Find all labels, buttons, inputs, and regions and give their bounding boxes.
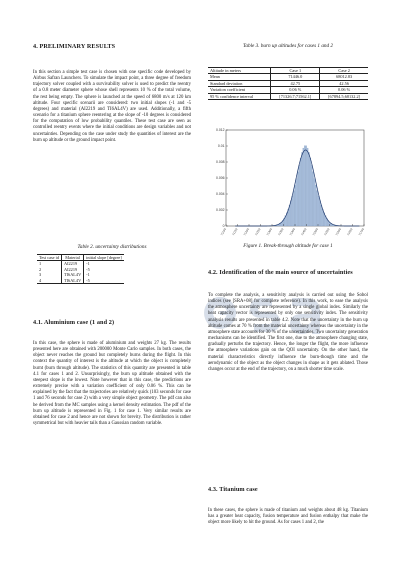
histogram-bar — [322, 209, 323, 226]
table-cell: 68012.83 — [320, 74, 368, 80]
aluminium-paragraph: In this case, the sphere is made of aluminium and weights 27 kg. The results presented here are obtained with 200000 Monte Carlo samples. In both cases, the object never reaches the ground but completely burns during the flight. In this context the quantity of interest is the altitude at which the object is completely burnt (burn through altitude). The statistics of this quantity are presented in table 4.1 for cases 1 and 2. Unsurprisingly, the burn up altitude obtained with the steepest slope is the lowest. Note however that in this case, the predictions are extremely precise with a variation coefficient of only 0.06 %. This can be explained by the fact that the trajectories are relatively quick (103 seconds for case 1 and 76 seconds for case 2) with a very simple object geometry. The pdf can also be derived from the MC samples using a kernel density estimation. The pdf of the burn up altitude is represented in Fig. 1 for case 1. Very similar results are obtained for case 2 and hence are not shown for brevity. The distribution is rather symmetrical but with heavier tails than a Gaussian random variable. — [33, 341, 191, 427]
table-cell: TI6AL4V — [61, 272, 83, 277]
table-cell: 0.06 % — [271, 87, 320, 93]
histogram-bar — [293, 191, 294, 226]
section-4-heading: 4. PRELIMINARY RESULTS — [33, 43, 116, 50]
section-4-1-heading: 4.1. Aluminium case (1 and 2) — [33, 319, 115, 326]
table-2-header: Test case id — [39, 255, 59, 260]
x-tick-label: 71600 — [334, 227, 342, 237]
table-cell: 0.06 % — [320, 87, 368, 93]
x-tick-label: 71450 — [300, 227, 308, 237]
histogram-bar — [295, 185, 296, 226]
table-cell: 95 % confidence interval — [210, 93, 254, 99]
histogram-bar — [300, 158, 301, 226]
section-4-2-heading: 4.2. Identification of the main source of uncertainties — [208, 269, 353, 276]
table-cell: -5 — [86, 266, 90, 272]
x-tick-label: 71100 — [219, 227, 227, 237]
sensitivity-paragraph: To complete the analysis, a sensitivity analysis is carried out using the Sobol indices (see [SRA+08] for complete reference). In this work, to ease the analysis the atmosphere uncertainty are represented by a single global index. Similarly the heat capacity vector is represented by only one sensitivity index. The sensitivity analysis results are presented in table 4.2. Note that the uncertainty in the burn up altitude comes at 70 % from the material uncertainty whereas the uncertainty in the atmosphere state accounts for 30 % of the uncertainties. Two uncertainty generation mechanisms can be identified. The first one, due to the atmosphere changing state, gradually perturbs the trajectory. Hence, the longer the flight, the more influence the atmosphere variations gain on the QOI uncertainty. On the other hand, the material characteristics directly influence the burn-though time and the aerodynamic of the object as the object changes in shape as it gets ablated. Those changes occur at the end of the trajectory, on a much shorter time scale. — [208, 293, 368, 372]
histogram-bar — [312, 172, 313, 226]
x-tick-label: 71550 — [323, 227, 331, 237]
y-tick-label: 0.002 — [216, 208, 225, 213]
x-tick-label: 71400 — [288, 227, 296, 237]
table-3-header: Altitude in meters — [210, 68, 242, 73]
table-2-header: Material — [61, 255, 83, 261]
table-cell: 1 — [39, 261, 42, 267]
y-tick-label: 0.004 — [216, 192, 225, 197]
table-cell: [71326.7;71562.1] — [271, 93, 320, 99]
histogram-bar — [297, 172, 298, 226]
table-3-header: Case 2 — [320, 68, 368, 74]
histogram-bar — [315, 185, 316, 226]
table-cell: AI2219 — [61, 261, 83, 267]
table-cell: 42.75 — [271, 80, 320, 86]
table-cell: TI6AL4V — [61, 278, 83, 284]
histogram-bar — [321, 205, 322, 226]
table-cell: Standard deviation — [210, 80, 243, 86]
intro-paragraph: In this section a simple test case is chosen with one specific code developed by Airbus Safran Launchers. To simulate the impact point, a three degree of freedom trajectory solver coupled with a survivability solver is used to predict the reentry of a 0.8 meter diameter sphere whose shell represents 10 % of the total volume, the rest being empty. The sphere is launched at the speed of 6800 m/s at 120 km altitude. Four specific scenarii are considered: two initial slopes (-1 and -5 degrees) and material (AI2219 and TI6AL4V) are used. Additionally, a fifth scenario for a titanium sphere reentering at the slope of -10 degrees is considered for the computation of low probability quantiles. These test case are seen as controlled reentry events where the initial conditions are design variables and not uncertainties. Depending on the case under study the quantities of interest are the burn up altitude or the ground impact point. — [33, 70, 191, 143]
titanium-paragraph: In these cases, the sphere is made of titanium and weights about 48 kg. Titanium has a greater heat capacity, fusion temperature and fusion enthalpy that make the object more likely to hit the ground. As for cases 1 and 2, the — [208, 508, 368, 526]
table-cell: -5 — [86, 277, 90, 283]
x-tick-label: 71500 — [311, 227, 319, 237]
histogram-bar — [306, 146, 307, 226]
table-row — [208, 93, 368, 99]
x-tick-label: 71650 — [346, 227, 354, 237]
table-cell: 2 — [39, 266, 42, 272]
x-tick-label: 71200 — [242, 227, 250, 237]
x-tick-label: 71250 — [254, 227, 262, 237]
table-cell: 42.56 — [320, 80, 368, 86]
table-cell: 3 — [39, 272, 42, 278]
table-cell: Mean — [210, 74, 220, 80]
histogram-bar — [307, 148, 308, 226]
histogram-bar — [319, 201, 320, 226]
histogram-bar — [301, 152, 302, 226]
x-tick-label: 71350 — [277, 227, 285, 237]
histogram-bar — [310, 158, 311, 226]
figure-1-caption: Figure 1. Break-through altitude for case 1 — [243, 243, 333, 249]
y-tick-label: 0.01 — [217, 144, 225, 149]
y-tick-label: 0.006 — [216, 176, 225, 181]
x-tick-label: 71150 — [231, 227, 239, 237]
x-tick-label: 71700 — [357, 227, 365, 237]
histogram-bar — [303, 148, 304, 226]
table-cell: AI2219 — [61, 267, 83, 272]
histogram-bar — [289, 205, 290, 226]
histogram-bar — [296, 179, 297, 226]
y-tick-label: 0.008 — [216, 160, 225, 165]
y-tick-label: 0.012 — [216, 128, 225, 133]
histogram-bar — [318, 196, 319, 226]
table-2-header: initial slope [degree] — [86, 255, 122, 260]
histogram-bar — [317, 191, 318, 226]
table-2 — [37, 254, 124, 284]
histogram-bar — [314, 179, 315, 226]
break-through-altitude-histogram — [208, 126, 368, 238]
table-row — [37, 278, 124, 284]
x-tick-label: 71300 — [265, 227, 273, 237]
table-3-header: Case 1 — [271, 68, 320, 74]
section-4-3-heading: 4.3. Titanium case — [208, 486, 258, 493]
histogram-bar — [304, 146, 305, 226]
y-tick-label: 0 — [222, 224, 225, 229]
table-cell: Variation coefficient — [210, 87, 246, 93]
table-3-caption: Table 3. burn up altitudes for cases 1 and 2 — [242, 43, 333, 49]
histogram-bar — [311, 165, 312, 226]
table-cell: 4 — [39, 277, 42, 283]
histogram-bar — [299, 165, 300, 226]
table-cell: -1 — [86, 272, 90, 278]
histogram-bar — [308, 152, 309, 226]
histogram-bar — [292, 196, 293, 226]
histogram-bar — [290, 201, 291, 226]
table-cell: -1 — [86, 261, 90, 267]
table-2-caption: Table 2. uncertainty distributions — [77, 244, 147, 250]
table-cell: [67894.5;68132.2] — [320, 93, 368, 99]
table-cell: 71446.0 — [271, 74, 320, 80]
table-3 — [208, 67, 368, 100]
